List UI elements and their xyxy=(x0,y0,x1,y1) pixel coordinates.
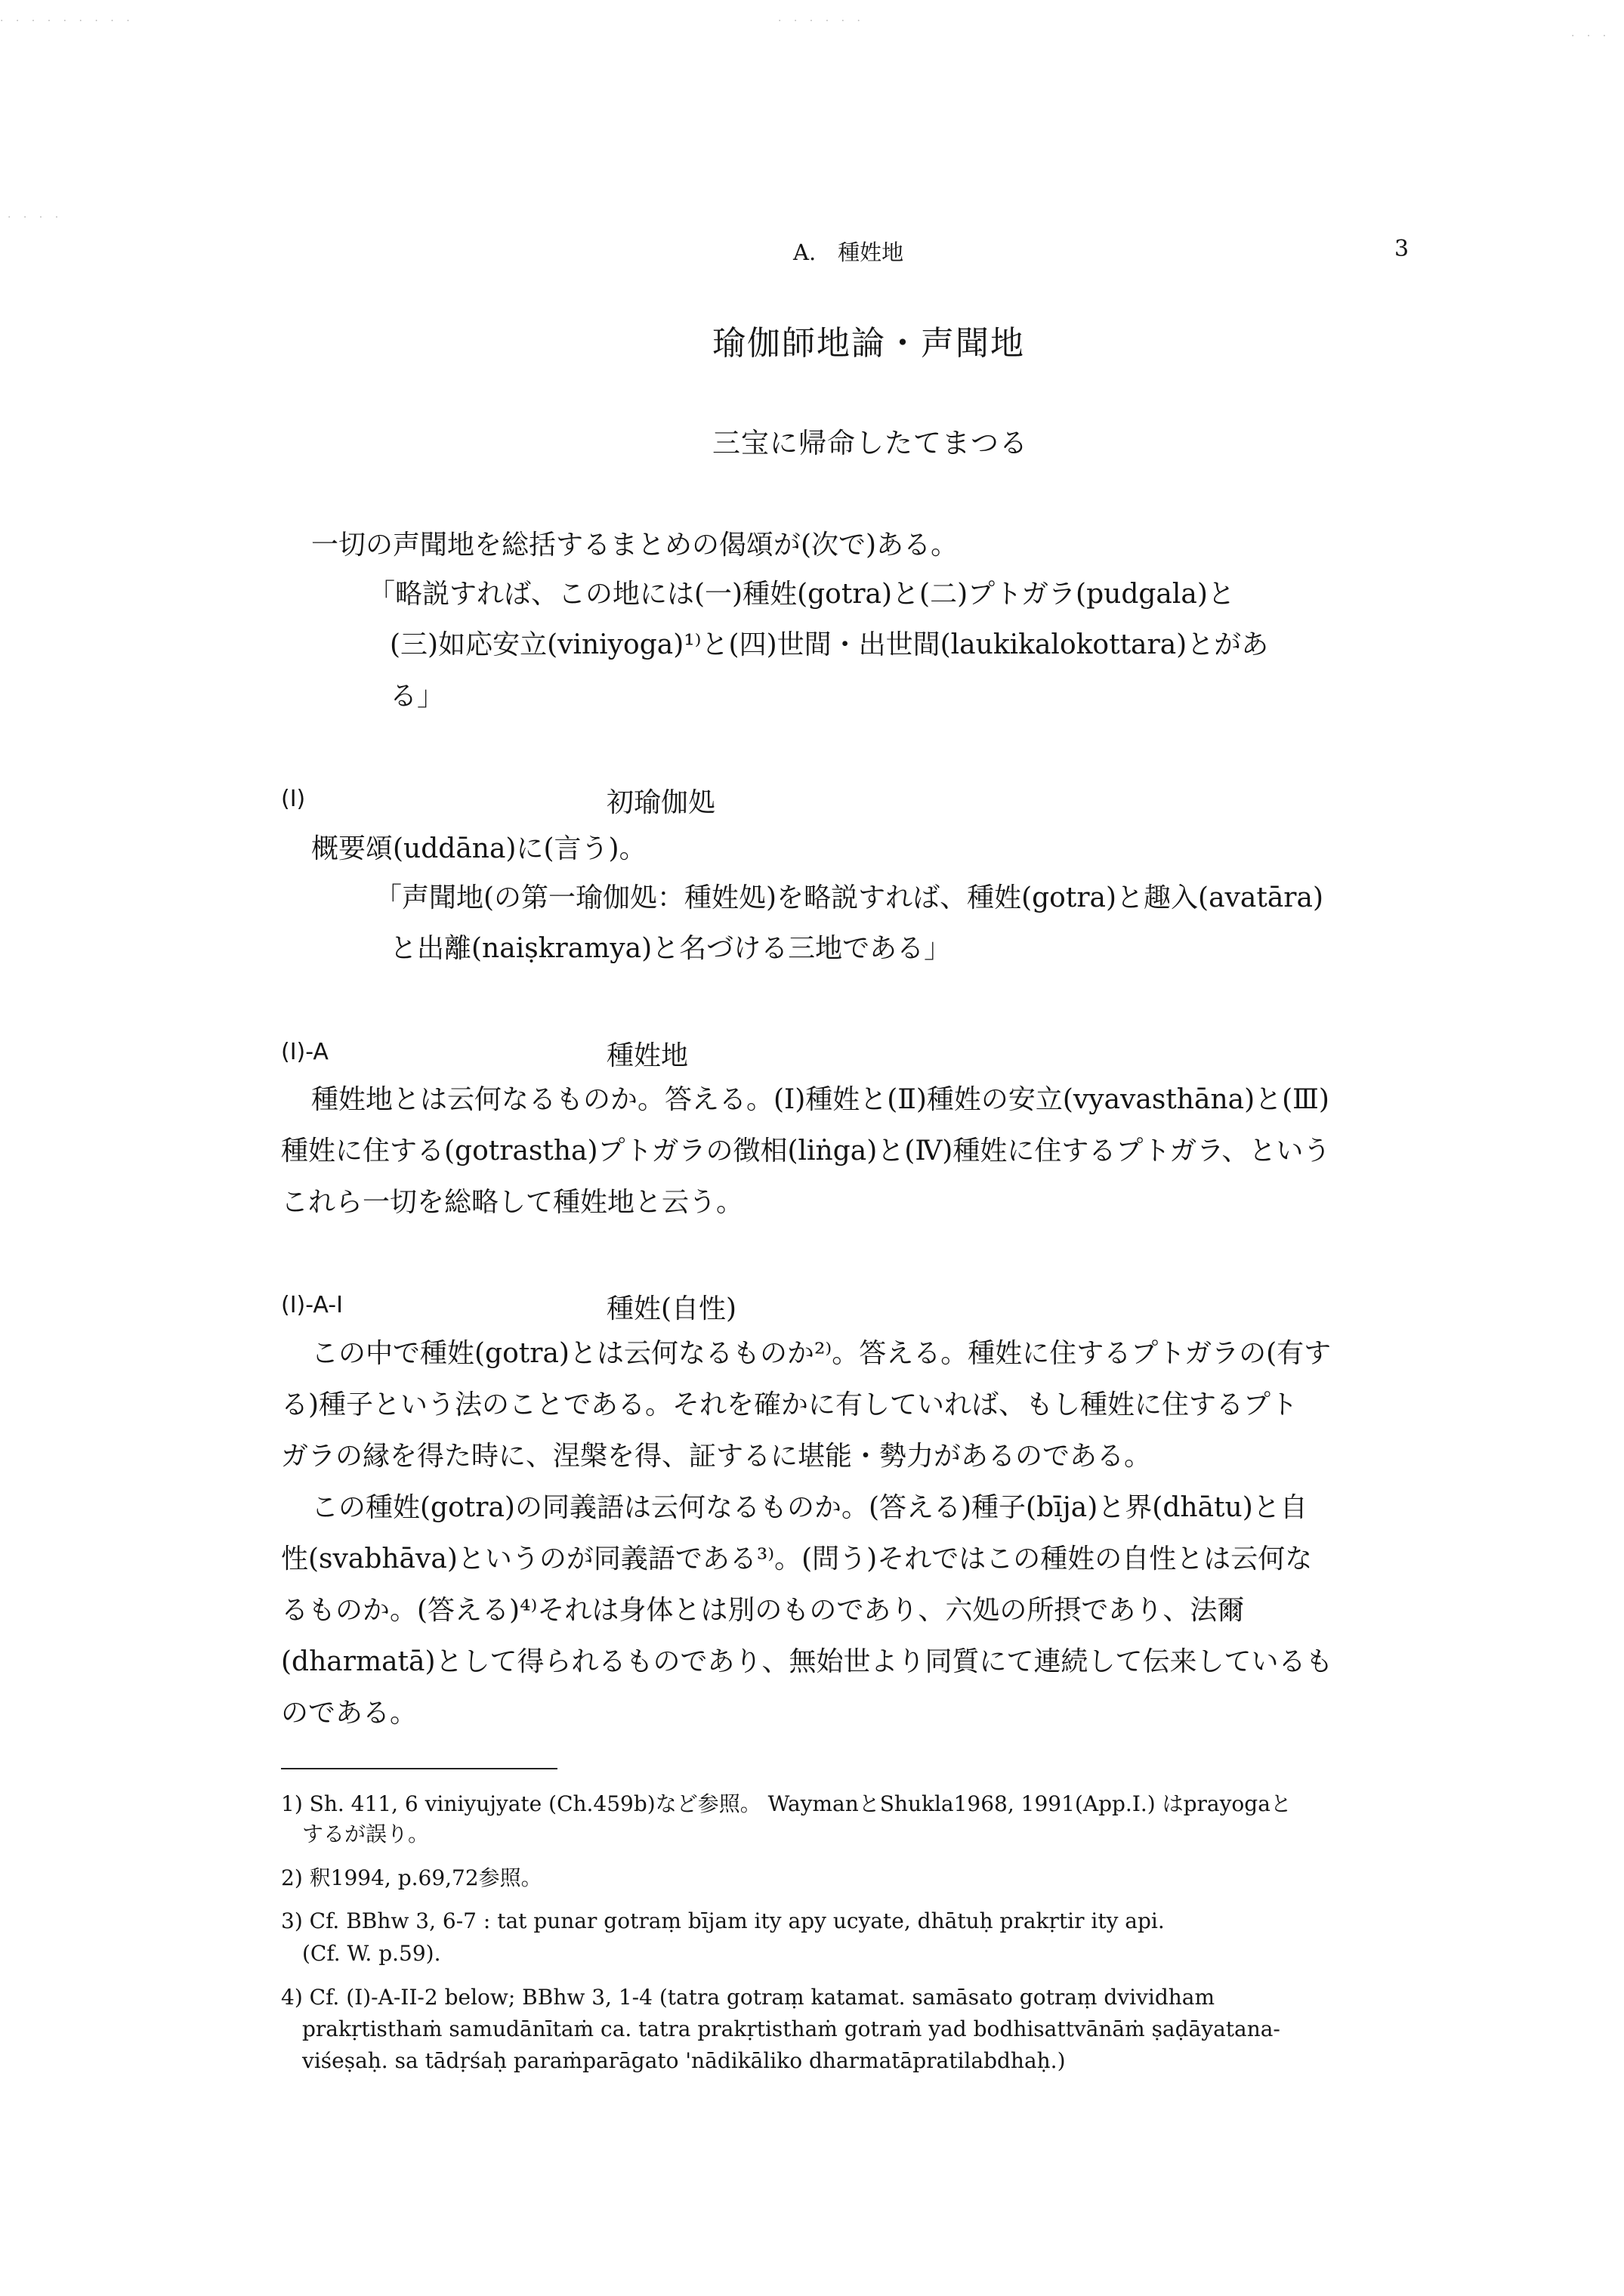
section-title: 種姓(自性) xyxy=(607,1293,737,1324)
scan-specks: · · · · xyxy=(8,212,63,224)
body-line: る)種子という法のことである。それを確かに有していれば、もし種姓に住するプト xyxy=(281,1389,1298,1420)
body-line: 概要頌(uddāna)に(言う)。 xyxy=(311,833,647,864)
summary-verse-line: 「略説すれば、この地には(一)種姓(gotra)と(二)プトガラ(pudgala)と xyxy=(368,579,1235,610)
body-line: るものか。(答える)⁴⁾それは身体とは別のものであり、六処の所摂であり、法爾 xyxy=(281,1595,1245,1626)
scan-specks: · · · xyxy=(1571,30,1611,42)
section-label: (I) xyxy=(281,786,306,812)
body-line: これら一切を総略して種姓地と云う。 xyxy=(281,1187,744,1218)
summary-verse-line: (三)如応安立(viniyoga)¹⁾と(四)世間・出世間(laukikalokottara)とがあ xyxy=(390,629,1269,660)
running-header: A. 種姓地 xyxy=(793,239,904,265)
footnote-line: prakṛtisthaṁ samudānītaṁ ca. tatra prakṛtisthaṁ gotraṁ yad bodhisattvānāṁ ṣaḍāyatana- xyxy=(281,2016,1280,2041)
section-label: (I)-A xyxy=(281,1039,329,1065)
section-title: 種姓地 xyxy=(607,1040,689,1071)
invocation: 三宝に帰命したてまつる xyxy=(712,427,1028,459)
section-title: 初瑜伽処 xyxy=(607,787,716,818)
body-line: ガラの縁を得た時に、涅槃を得、証するに堪能・勢力があるのである。 xyxy=(281,1441,1152,1472)
body-line: 種姓に住する(gotrastha)プトガラの徴相(liṅga)と(Ⅳ)種姓に住するプトガラ、という xyxy=(281,1136,1331,1167)
footnote-line: 1) Sh. 411, 6 viniyujyate (Ch.459b)など参照。 WaymanとShukla1968, 1991(App.I.) はprayogaと xyxy=(281,1791,1292,1816)
footnote-line: (Cf. W. p.59). xyxy=(281,1941,441,1966)
footnote-rule xyxy=(281,1768,557,1769)
body-line: 性(svabhāva)というのが同義語である³⁾。(問う)それではこの種姓の自性とは云何な xyxy=(281,1544,1313,1574)
scan-specks: · · · · · · · · · xyxy=(0,15,134,27)
page-number: 3 xyxy=(1394,236,1409,262)
section-label: (I)-A-I xyxy=(281,1292,343,1318)
summary-verse-line: る」 xyxy=(390,681,445,712)
body-line: この中で種姓(gotra)とは云何なるものか²⁾。答える。種姓に住するプトガラの(有す xyxy=(311,1338,1332,1369)
footnote-line: 3) Cf. BBhw 3, 6-7 : tat punar gotraṃ bījam ity apy ucyate, dhātuḥ prakṛtir ity api. xyxy=(281,1908,1165,1933)
footnote-line: viśeṣaḥ. sa tādṛśaḥ paraṁparāgato 'nādikāliko dharmatāpratilabdhaḥ.) xyxy=(281,2048,1066,2073)
footnote-line: するが誤り。 xyxy=(281,1822,430,1846)
body-line: (dharmatā)として得られるものであり、無始世より同質にて連続して伝来しているも xyxy=(281,1646,1333,1677)
body-line: のである。 xyxy=(281,1698,418,1729)
scan-specks: · · · · · · xyxy=(778,15,865,27)
summary-intro: 一切の声聞地を総括するまとめの偈頌が(次で)ある。 xyxy=(311,530,959,561)
footnote-line: 4) Cf. (I)-A-II-2 below; BBhw 3, 1-4 (tatra gotraṃ katamat. samāsato gotraṃ dvividham xyxy=(281,1985,1215,2010)
body-line: と出離(naiṣkramya)と名づける三地である」 xyxy=(390,933,952,964)
footnote-line: 2) 釈1994, p.69,72参照。 xyxy=(281,1865,542,1890)
body-line: 「声聞地(の第一瑜伽処：種姓処)を略説すれば、種姓(gotra)と趣入(avatāra) xyxy=(375,882,1323,913)
body-line: 種姓地とは云何なるものか。答える。(Ⅰ)種姓と(Ⅱ)種姓の安立(vyavasthāna)と(Ⅲ) xyxy=(311,1084,1329,1115)
page-title: 瑜伽師地論・声聞地 xyxy=(712,324,1025,363)
body-line: この種姓(gotra)の同義語は云何なるものか。(答える)種子(bīja)と界(dhātu)と自 xyxy=(311,1492,1308,1523)
